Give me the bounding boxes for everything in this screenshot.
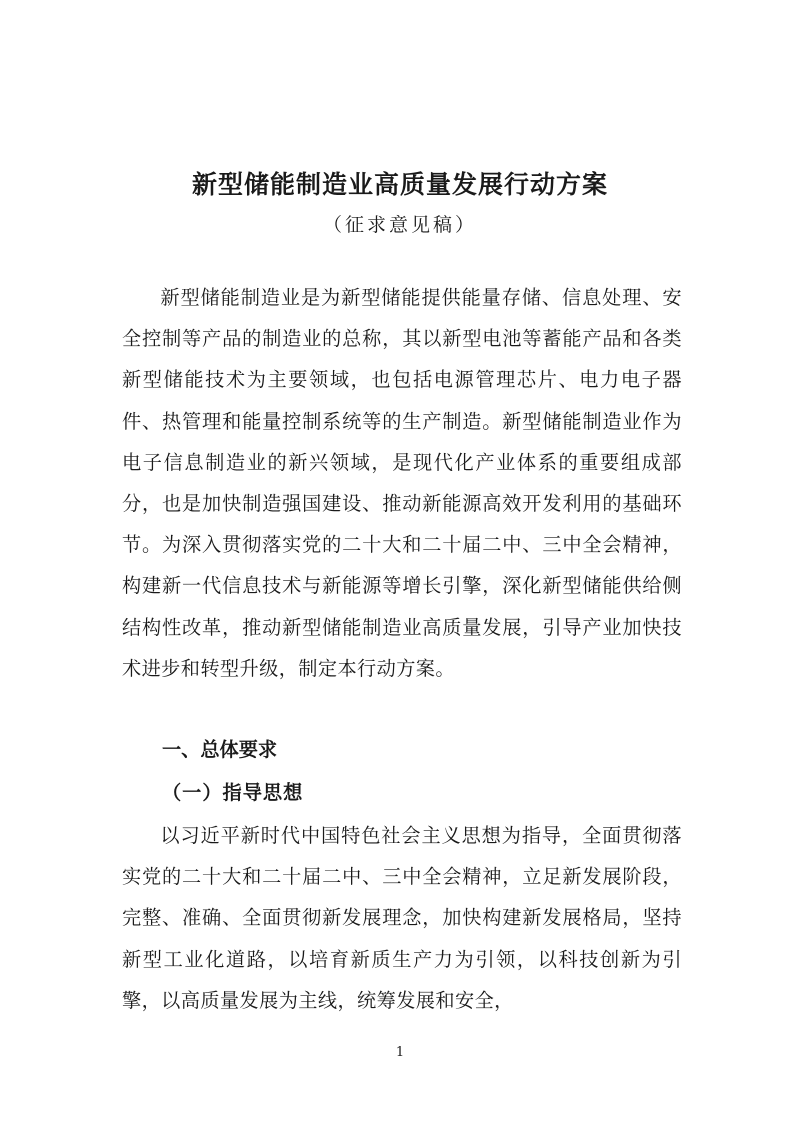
guiding-paragraph: 以习近平新时代中国特色社会主义思想为指导，全面贯彻落实党的二十大和二十届二中、三中全会精神，立足新发展阶段，完整、准确、全面贯彻新发展理念，加快构建新发展格局，坚持新型工业化道路，以培育新质生产力为引领，以科技创新为引擎，以高质量发展为主线，统筹发展和安全， bbox=[122, 824, 682, 1012]
document-title: 新型储能制造业高质量发展行动方案 bbox=[191, 170, 608, 199]
section-heading: 一、总体要求 bbox=[162, 738, 278, 761]
document-subtitle: （征求意见稿） bbox=[322, 214, 477, 236]
page-number: 1 bbox=[395, 1045, 405, 1060]
subsection-heading: （一）指导思想 bbox=[162, 781, 304, 804]
intro-paragraph: 新型储能制造业是为新型储能提供能量存储、信息处理、安全控制等产品的制造业的总称，其以新型电池等蓄能产品和各类新型储能技术为主要领域，也包括电源管理芯片、电力电子器件、热管理和能量控制系统等的生产制造。新型储能制造业作为电子信息制造业的新兴领域，是现代化产业体系的重要组成部分，也是加快制造强国建设、推动新能源高效开发利用的基础环节。为深入贯彻落实党的二十大和二十届二中、三中全会精神，构建新一代信息技术与新能源等增长引擎，深化新型储能供给侧结构性改革，推动新型储能制造业高质量发展，引导产业加快技术进步和转型升级，制定本行动方案。 bbox=[122, 286, 682, 680]
